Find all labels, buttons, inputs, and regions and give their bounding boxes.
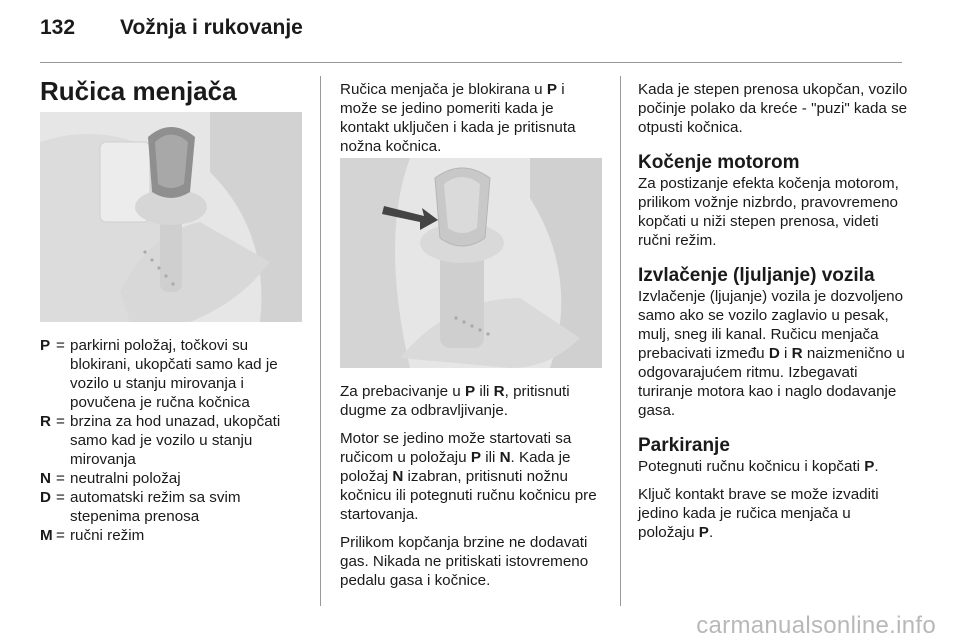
text: Izvlačenje (ljujanje) vozila je dozvoljeno samo ako se vozilo zaglavio u pesak, mulj, sneg ili kanal. Ručicu menjača prebacivati između bbox=[638, 288, 904, 362]
page-number: 132 bbox=[40, 16, 76, 39]
paragraph-parking bbox=[638, 457, 910, 476]
text: Ključ kontakt brave se može izvaditi jedino kada je ručica menjača u položaju bbox=[638, 486, 879, 541]
text: . bbox=[708, 524, 714, 541]
text: . Kada je položaj bbox=[340, 449, 571, 485]
gear-letter: N bbox=[392, 468, 404, 485]
text: naizmenično u odgovarajućem ritmu. Izbegavati turiranje motora kao i naglo dodavanje gasa. bbox=[638, 345, 905, 419]
gear-letter: R bbox=[791, 345, 803, 362]
definition-key: M bbox=[40, 527, 53, 544]
text: Motor se jedino može startovati sa ručicom u položaju bbox=[340, 430, 572, 466]
definition-r bbox=[40, 412, 302, 469]
paragraph-start bbox=[340, 429, 602, 524]
column-divider-1 bbox=[320, 76, 321, 606]
paragraph-shift bbox=[340, 382, 602, 420]
gear-letter: P bbox=[698, 524, 709, 541]
text: , pritisnuti dugme za odbravljivanje. bbox=[340, 383, 570, 419]
paragraph-rocking bbox=[638, 287, 910, 420]
definition-text: brzina za hod unazad, ukopčati samo kad je vozilo u stanju mirovanja bbox=[70, 413, 281, 468]
section-title: Ručica menjača bbox=[40, 76, 237, 106]
gear-letter: R bbox=[493, 383, 505, 400]
text: ili bbox=[481, 449, 500, 466]
paragraph-engine-braking: Za postizanje efekta kočenja motorom, prilikom vožnje nizbrdo, pravovremeno kopčati u niži stepen prenosa, videti ručni režim. bbox=[638, 175, 899, 249]
gear-lever-button-photo bbox=[340, 158, 602, 368]
gear-letter: P bbox=[464, 383, 476, 400]
text: izabran, pritisnuti nožnu kočnicu ili potegnuti ručnu kočnicu pre startovanja. bbox=[340, 468, 597, 523]
column-2-bottom bbox=[340, 382, 602, 599]
text: Za prebacivanje u bbox=[340, 383, 465, 400]
definition-d bbox=[40, 488, 302, 526]
definition-eq: = bbox=[56, 470, 65, 487]
paragraph-creep: Kada je stepen prenosa ukopčan, vozilo počinje polako da kreće - "puzi" kada se otpusti kočnica. bbox=[638, 81, 908, 136]
definition-eq: = bbox=[56, 489, 65, 506]
definition-eq: = bbox=[56, 337, 65, 354]
gear-definitions bbox=[40, 336, 302, 545]
definition-p bbox=[40, 336, 302, 412]
subhead-engine-braking: Kočenje motorom bbox=[638, 152, 800, 173]
gear-letter: P bbox=[470, 449, 481, 466]
gear-letter: P bbox=[546, 81, 557, 98]
definition-eq: = bbox=[56, 413, 65, 430]
definition-text: ručni režim bbox=[70, 527, 145, 544]
text: Potegnuti ručnu kočnicu i kopčati bbox=[638, 458, 865, 475]
definition-text: automatski režim sa svim stepenima prenosa bbox=[70, 489, 241, 525]
column-3 bbox=[638, 80, 910, 551]
text: . bbox=[874, 458, 879, 475]
definition-m bbox=[40, 526, 302, 545]
column-divider-2 bbox=[620, 76, 621, 606]
definition-key: P bbox=[40, 337, 51, 354]
gear-letter: P bbox=[864, 458, 875, 475]
definition-n bbox=[40, 469, 302, 488]
subhead-rocking: Izvlačenje (ljuljanje) vozila bbox=[638, 265, 875, 286]
paragraph-key bbox=[638, 485, 910, 542]
chapter-title: Vožnja i rukovanje bbox=[120, 16, 303, 39]
definition-eq: = bbox=[56, 527, 65, 544]
gear-letter: D bbox=[768, 345, 780, 362]
gear-lever-photo bbox=[40, 112, 302, 322]
text: i bbox=[779, 345, 792, 362]
header-rule bbox=[40, 62, 902, 63]
text: ili bbox=[475, 383, 494, 400]
paragraph-warning: Prilikom kopčanja brzine ne dodavati gas. Nikada ne pritiskati istovremeno pedalu gasa i kočnice. bbox=[340, 534, 589, 589]
gear-letter: N bbox=[499, 449, 511, 466]
definition-key: R bbox=[40, 413, 51, 430]
text: i može se jedino pomeriti kada je kontakt uključen i kada je pritisnuta nožna kočnica. bbox=[340, 81, 576, 155]
definition-text: parkirni položaj, točkovi su blokirani, ukopčati samo kad je vozilo u stanju mirovanja i povučena je ručna kočnica bbox=[70, 337, 278, 411]
definition-key: D bbox=[40, 489, 51, 506]
page-header bbox=[40, 16, 303, 40]
watermark: carmanualsonline.info bbox=[696, 612, 936, 639]
column-2-top bbox=[340, 80, 602, 165]
text: Ručica menjača je blokirana u bbox=[340, 81, 547, 98]
paragraph-lock bbox=[340, 80, 602, 156]
definition-key: N bbox=[40, 470, 51, 487]
definition-text: neutralni položaj bbox=[70, 470, 181, 487]
subhead-parking: Parkiranje bbox=[638, 435, 730, 456]
